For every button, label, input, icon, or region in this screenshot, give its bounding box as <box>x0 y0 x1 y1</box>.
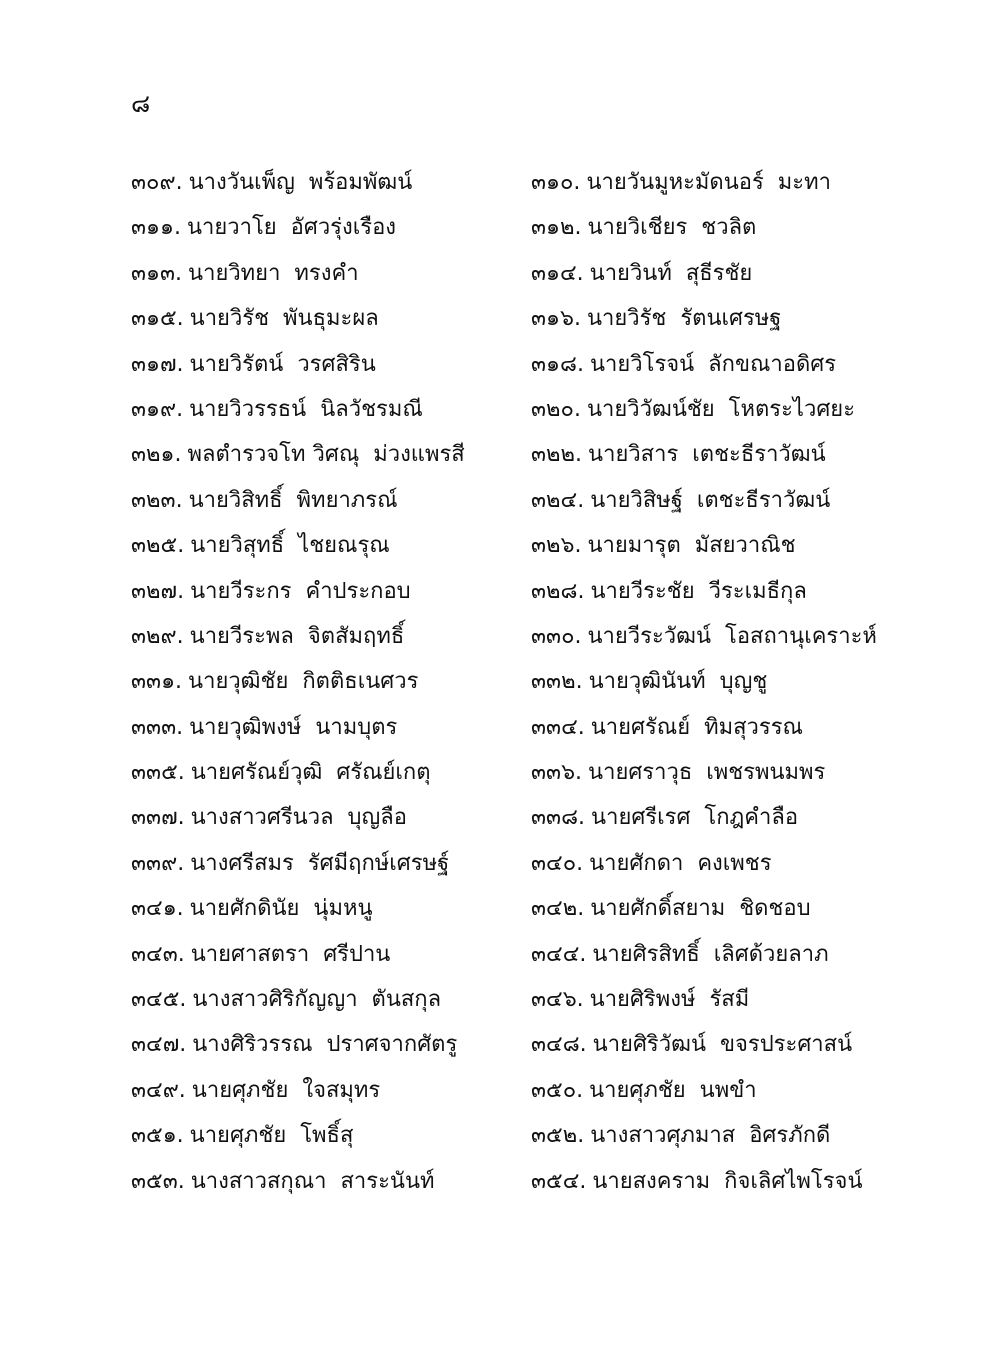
entry-number: ๓๑๔. <box>531 260 584 286</box>
entry-name: นายวิรัตน์ วรศสิริน <box>189 351 376 377</box>
entry-name: นายศักดินัย นุ่มหนู <box>189 896 373 922</box>
entry-number: ๓๔๖. <box>531 987 584 1013</box>
entry-number: ๓๑๓. <box>131 260 183 286</box>
entry-number: ๓๑๕. <box>131 306 184 332</box>
list-item <box>131 342 531 387</box>
entry-number: ๓๓๓. <box>131 714 184 740</box>
list-item <box>531 160 891 205</box>
entry-name: นายวิเชียร ชวลิต <box>587 215 757 241</box>
entry-name: นายวีระพล จิตสัมฤทธิ์ <box>189 623 405 649</box>
list-item <box>531 569 891 614</box>
list-item <box>531 886 891 931</box>
entry-name: นายวิทยา ทรงคำ <box>188 260 359 286</box>
entry-number: ๓๔๒. <box>531 896 585 922</box>
list-item <box>531 795 891 840</box>
list-item <box>531 387 891 432</box>
list-item <box>131 659 531 704</box>
entry-number: ๓๒๔. <box>531 487 585 513</box>
entry-name: นายวิวรรธน์ นิลวัชรมณี <box>189 396 423 422</box>
list-item <box>531 614 891 659</box>
entry-number: ๓๑๑. <box>131 215 181 241</box>
list-item <box>531 296 891 341</box>
entry-number: ๓๔๐. <box>531 850 584 876</box>
entry-number: ๓๕๒. <box>531 1123 585 1149</box>
entry-number: ๓๕๐. <box>531 1077 584 1103</box>
entry-name: พลตำรวจโท วิศณุ ม่วงแพรสี <box>187 442 465 468</box>
list-item <box>531 478 891 523</box>
list-item <box>531 1022 891 1067</box>
entry-name: นายวิสาร เตชะธีราวัฒน์ <box>588 442 826 468</box>
entry-name: นายวินท์ สุธีรชัย <box>589 260 753 286</box>
list-item <box>131 387 531 432</box>
page-number: ๘ <box>131 89 151 118</box>
entry-number: ๓๓๘. <box>531 805 586 831</box>
list-item <box>131 841 531 886</box>
entry-number: ๓๒๙. <box>131 623 184 649</box>
entry-number: ๓๑๖. <box>531 306 581 332</box>
entry-name: นายวันมูหะมัดนอร์ มะทา <box>586 170 831 195</box>
name-list <box>131 160 891 1204</box>
entry-number: ๓๔๗. <box>131 1032 187 1058</box>
list-item <box>131 795 531 840</box>
list-item <box>131 614 531 659</box>
entry-number: ๓๔๔. <box>531 941 587 967</box>
list-item <box>131 886 531 931</box>
entry-name: นายวุฒินันท์ บุญชู <box>588 669 768 695</box>
list-item <box>131 977 531 1022</box>
entry-name: นายศาสตรา ศรีปาน <box>190 941 391 967</box>
entry-number: ๓๓๗. <box>131 805 185 831</box>
entry-name: นายศุภชัย ใจสมุทร <box>191 1077 381 1103</box>
entry-name: นายศุภชัย โพธิ์สุ <box>189 1123 354 1149</box>
entry-name: นายวีระกร คำประกอบ <box>190 578 411 604</box>
entry-name: นายศิริวัฒน์ ขจรประศาสน์ <box>592 1032 853 1058</box>
list-item <box>531 1113 891 1158</box>
entry-number: ๓๑๗. <box>131 351 184 377</box>
list-item <box>131 705 531 750</box>
entry-number: ๓๔๑. <box>131 896 184 922</box>
list-item <box>531 750 891 795</box>
entry-name: นางศรีสมร รัศมีฤกษ์เศรษฐ์ <box>190 850 450 876</box>
entry-number: ๓๔๓. <box>131 941 185 967</box>
entry-name: นางสาวศิริกัญญา ตันสกุล <box>192 987 442 1013</box>
entry-name: นางวันเพ็ญ พร้อมพัฒน์ <box>188 170 413 195</box>
list-item <box>531 1068 891 1113</box>
entry-name: นายวีระชัย วีระเมธีกุล <box>590 578 807 604</box>
entry-name: นายศราวุธ เพชรพนมพร <box>588 760 826 786</box>
entry-number: ๓๕๓. <box>131 1168 185 1194</box>
list-item <box>131 523 531 568</box>
entry-number: ๓๓๑. <box>131 669 183 695</box>
list-item <box>131 478 531 523</box>
list-item <box>531 932 891 977</box>
entry-name: นายวิรัช พันธุมะผล <box>189 306 379 332</box>
entry-name: นายศิรสิทธิ์ เลิศด้วยลาภ <box>592 941 829 967</box>
list-item <box>531 523 891 568</box>
list-item <box>131 251 531 296</box>
list-item <box>531 342 891 387</box>
list-item <box>131 750 531 795</box>
entry-name: นายวุฒิชัย กิตติธเนศวร <box>188 669 419 695</box>
entry-name: นางศิริวรรณ ปราศจากศัตรู <box>192 1032 458 1058</box>
list-item <box>531 1159 891 1204</box>
entry-name: นางสาวสกุณา สาระนันท์ <box>190 1168 435 1194</box>
entry-number: ๓๑๘. <box>531 351 584 377</box>
entry-number: ๓๑๙. <box>131 396 184 422</box>
entry-number: ๓๕๑. <box>131 1123 184 1149</box>
list-item <box>531 841 891 886</box>
list-item <box>131 569 531 614</box>
entry-number: ๓๒๑. <box>131 442 182 468</box>
entry-name: นายศิริพงษ์ รัสมี <box>589 987 750 1013</box>
entry-name: นายศรัณย์ ทิมสุวรรณ <box>590 714 803 740</box>
entry-number: ๓๓๒. <box>531 669 583 695</box>
entry-number: ๓๒๓. <box>131 487 183 513</box>
entry-name: นายศุภชัย นพขำ <box>589 1077 757 1103</box>
list-item <box>131 1159 531 1204</box>
list-item <box>131 1113 531 1158</box>
entry-number: ๓๒๖. <box>531 533 582 559</box>
list-item <box>531 977 891 1022</box>
list-item <box>531 432 891 477</box>
entry-name: นายวาโย อัศวรุ่งเรือง <box>186 215 397 241</box>
entry-name: นายศรัณย์วุฒิ ศรัณย์เกตุ <box>190 760 431 786</box>
list-item <box>131 205 531 250</box>
list-item <box>531 251 891 296</box>
entry-name: นายวิรัช รัตนเศรษฐ <box>586 306 782 332</box>
entry-number: ๓๔๘. <box>531 1032 587 1058</box>
list-item <box>531 659 891 704</box>
entry-number: ๓๑๐. <box>531 170 581 195</box>
entry-name: นายมารุต มัสยวาณิช <box>587 533 796 559</box>
entry-number: ๓๓๙. <box>131 850 185 876</box>
entry-name: นางสาวศรีนวล บุญลือ <box>190 805 407 831</box>
list-item <box>131 296 531 341</box>
list-item <box>531 705 891 750</box>
list-item <box>531 205 891 250</box>
entry-number: ๓๒๕. <box>131 533 185 559</box>
entry-name: นายสงคราม กิจเลิศไพโรจน์ <box>592 1168 863 1194</box>
entry-name: นายวุฒิพงษ์ นามบุตร <box>189 714 398 740</box>
entry-number: ๓๓๖. <box>531 760 583 786</box>
entry-name: นายวิสิษฐ์ เตชะธีราวัฒน์ <box>590 487 831 513</box>
entry-number: ๓๒๐. <box>531 396 581 422</box>
entry-number: ๓๐๙. <box>131 170 183 195</box>
list-item <box>131 160 531 205</box>
list-item <box>131 432 531 477</box>
entry-name: นายวิสิทธิ์ พิทยาภรณ์ <box>188 487 398 513</box>
entry-number: ๓๓๔. <box>531 714 585 740</box>
list-item <box>131 932 531 977</box>
entry-number: ๓๒๘. <box>531 578 585 604</box>
entry-name: นายศักดา คงเพชร <box>589 850 772 876</box>
entry-number: ๓๑๒. <box>531 215 582 241</box>
entry-number: ๓๒๗. <box>131 578 185 604</box>
entry-name: นางสาวศุภมาส อิศรภักดี <box>590 1123 831 1149</box>
list-item <box>131 1022 531 1067</box>
list-item <box>131 1068 531 1113</box>
entry-name: นายวิวัฒน์ชัย โหตระไวศยะ <box>586 396 856 422</box>
entry-number: ๓๔๙. <box>131 1077 186 1103</box>
entry-name: นายวิโรจน์ ลักขณาอดิศร <box>589 351 837 377</box>
entry-number: ๓๕๔. <box>531 1168 587 1194</box>
entry-name: นายวิสุทธิ์ ไชยณรุณ <box>190 533 390 559</box>
entry-number: ๓๒๒. <box>531 442 583 468</box>
entry-name: นายศักดิ์สยาม ชิดชอบ <box>590 896 811 922</box>
entry-name: นายศรีเรศ โกฎคำลือ <box>591 805 799 831</box>
entry-number: ๓๓๕. <box>131 760 185 786</box>
entry-name: นายวีระวัฒน์ โอสถานุเคราะห์ <box>587 623 877 649</box>
entry-number: ๓๔๕. <box>131 987 187 1013</box>
entry-number: ๓๓๐. <box>531 623 582 649</box>
